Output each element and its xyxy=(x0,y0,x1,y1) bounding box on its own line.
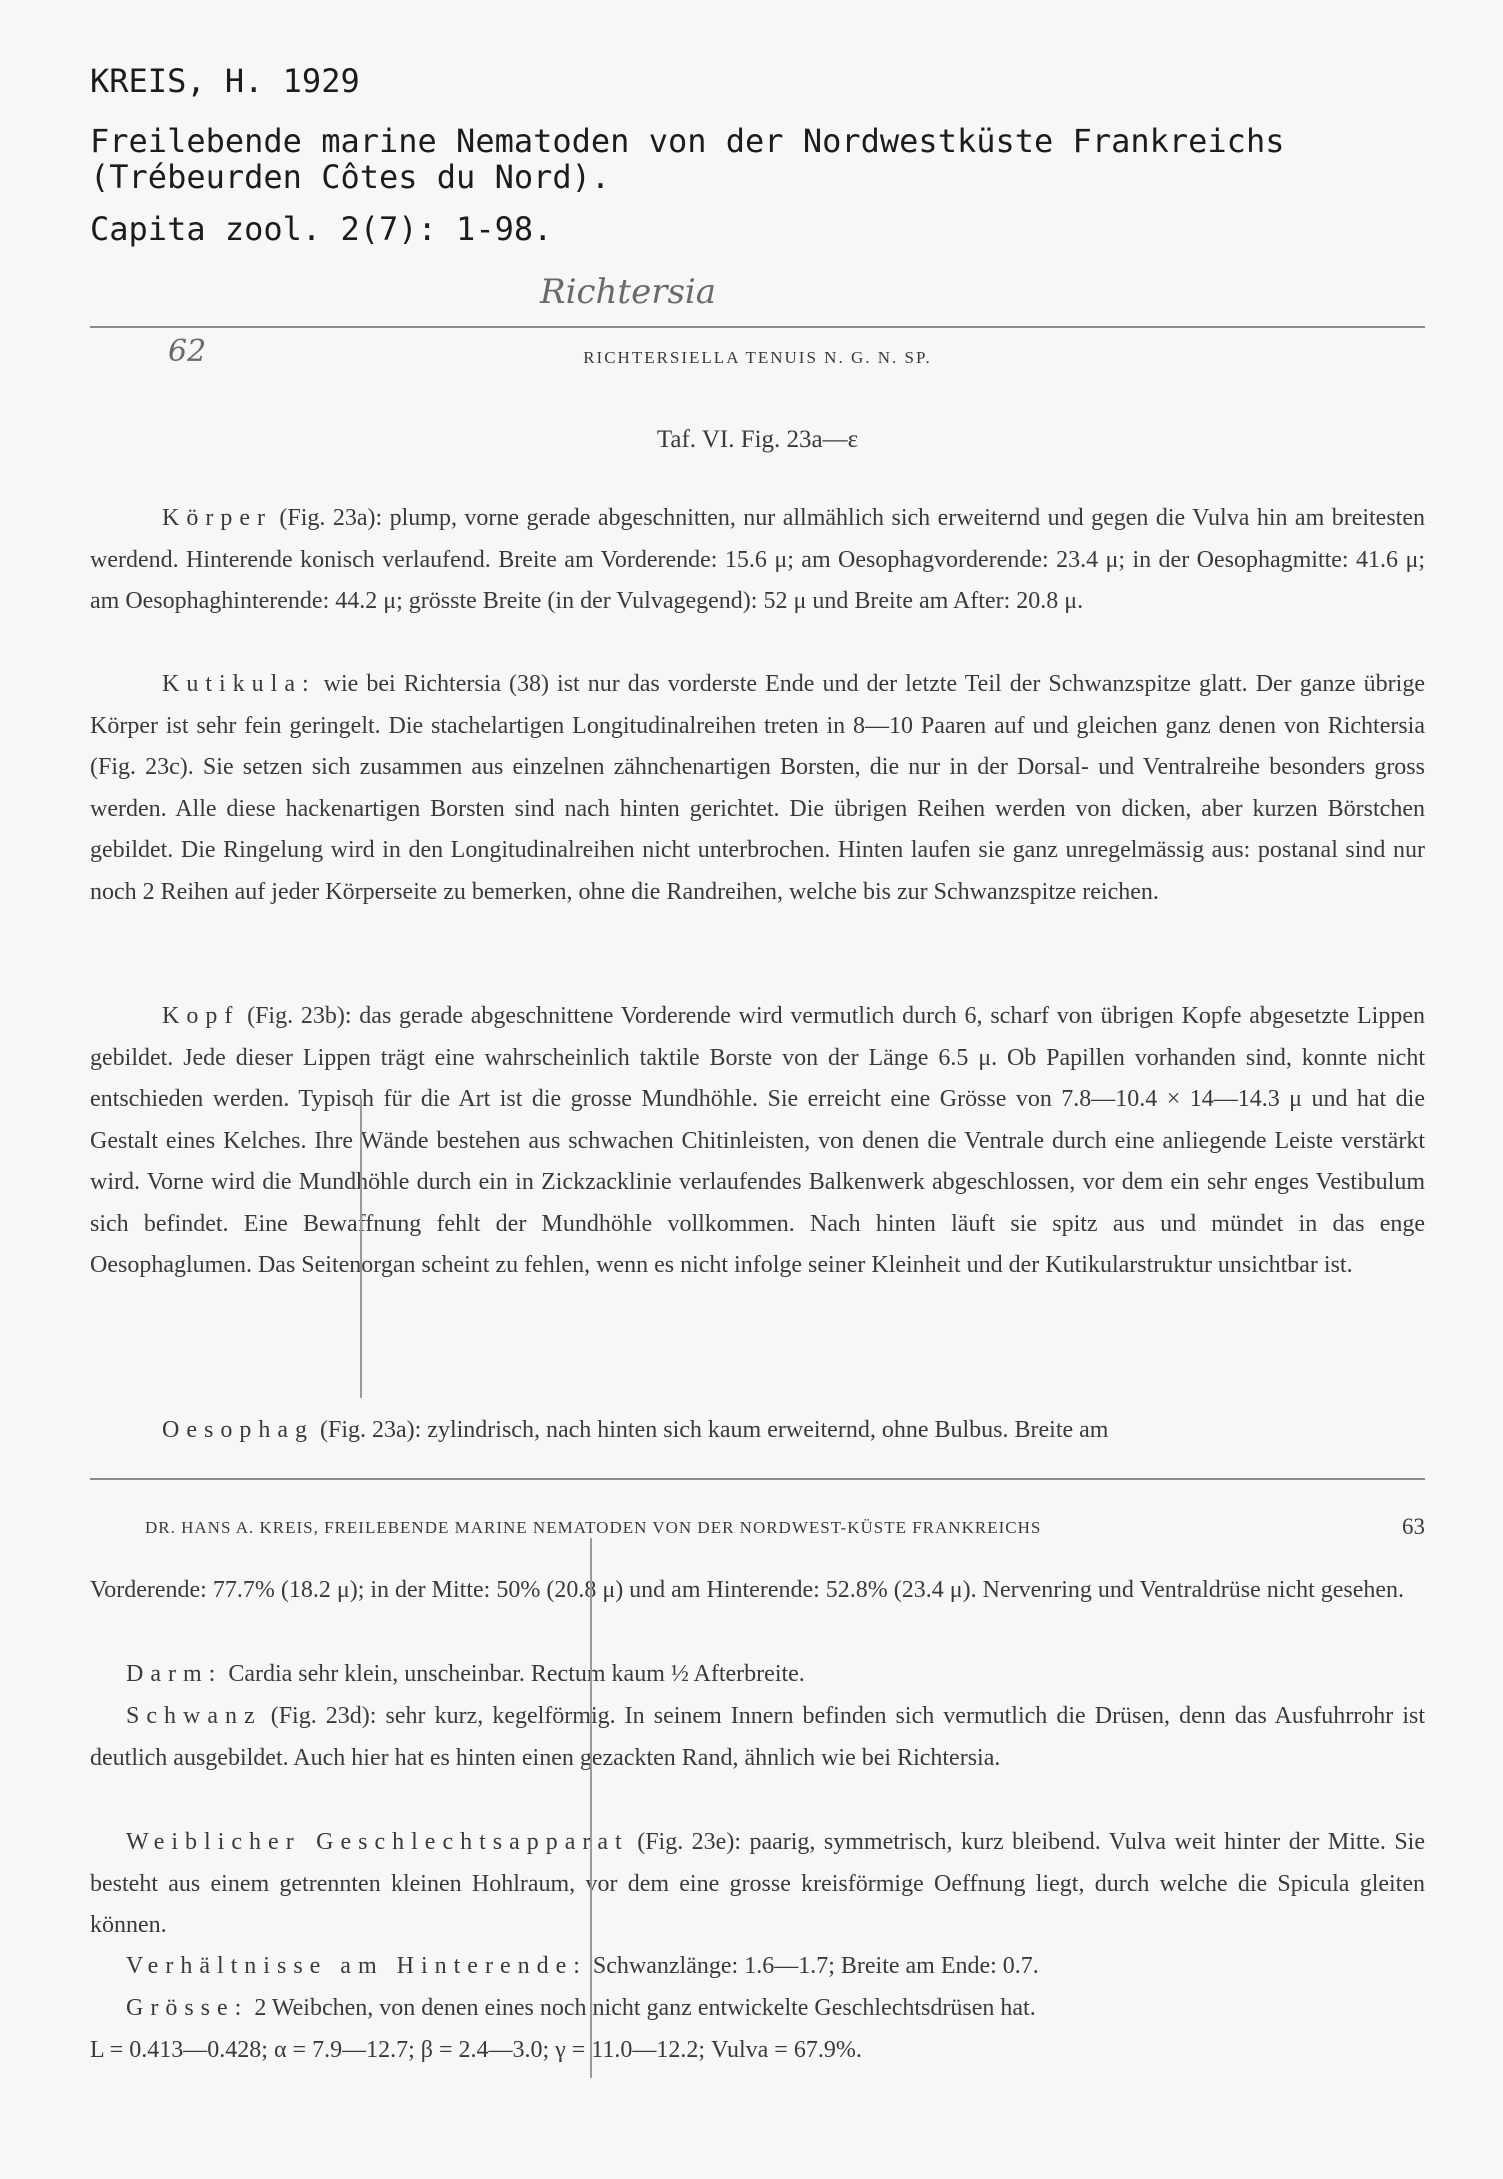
paragraph-oesophag-cont xyxy=(90,1570,1425,1612)
text-oesophag: (Fig. 23a): zylindrisch, nach hinten sich kaum erweiternd, ohne Bulbus. Breite am xyxy=(313,1417,1109,1443)
paragraph-kopf xyxy=(90,996,1425,1287)
page-63-excerpt xyxy=(90,1478,1425,2078)
text-oesophag-cont: Vorderende: 77.7% (18.2 μ); in der Mitte: 50% (20.8 μ) und am Hinterende: 52.8% (23.4 μ). Nervenring und Ventraldrüse nicht gesehen. xyxy=(90,1577,1405,1603)
paragraph-koerper xyxy=(90,498,1425,623)
page-number-63: 63 xyxy=(1402,1514,1425,1539)
species-heading: RICHTERSIELLA TENUIS N. G. N. SP. xyxy=(583,348,932,367)
paragraph-verhaeltnisse xyxy=(90,1946,1425,1988)
text-kutikula: wie bei Richtersia (38) ist nur das vorderste Ende und der letzte Teil der Schwanzspitze glatt. Der ganze übrige Körper ist sehr fein geringelt. Die stachelartigen Longitudinalreihen treten in 8—10 Paaren auf und gleichen ganz denen von Richtersia (Fig. 23c). Sie setzen sich zusammen aus einzelnen zähnchenartigen Borsten, die nur in der Dorsal- und Ventralreihe besonders gross werden. Alle diese hackenartigen Borsten sind nach hinten gerichtet. Die übrigen Reihen werden von dicken, aber kurzen Börstchen gebildet. Die Ringelung wird in den Longitudinalreihen nicht unterbrochen. Hinten laufen sie ganz unregelmässig aus: postanal sind nur noch 2 Reihen auf jeder Körperseite zu bemerken, ohne die Randreihen, welche bis zur Schwanzspitze reichen. xyxy=(90,671,1425,905)
label-koerper: Körper xyxy=(162,505,272,531)
handwritten-genus-note: Richtersia xyxy=(540,272,717,312)
page-63-top-rule xyxy=(90,1478,1425,1480)
measurement-formula: L = 0.413—0.428; α = 7.9—12.7; β = 2.4—3.0; γ = 11.0—12.2; Vulva = 67.9%. xyxy=(90,2037,862,2063)
text-verhaeltnisse: Schwanzlänge: 1.6—1.7; Breite am Ende: 0.7. xyxy=(586,1953,1039,1979)
text-koerper: (Fig. 23a): plump, vorne gerade abgeschnitten, nur allmählich sich erweiternd und gegen die Vulva hin am breitesten werdend. Hinterende konisch verlaufend. Breite am Vorderende: 15.6 μ; am Oesophagvorderende: 23.4 μ; in der Oesophagmitte: 41.6 μ; am Oesophaghinterende: 44.2 μ; grösste Breite (in der Vulvagegend): 52 μ und Breite am After: 20.8 μ. xyxy=(90,505,1425,614)
text-schwanz: (Fig. 23d): sehr kurz, kegelförmig. In seinem Innern befinden sich vermutlich die Drüsen, denn das Ausfuhrrohr ist deutlich ausgebildet. Auch hier hat es hinten einen gezackten Rand, ähnlich wie bei Richtersia. xyxy=(90,1703,1425,1771)
paragraph-geschlecht xyxy=(90,1822,1425,1947)
paste-edge-line-lower xyxy=(590,1538,592,2078)
citation-journal: Capita zool. 2(7): 1-98. xyxy=(90,210,553,248)
text-groesse: 2 Weibchen, von denen eines noch nicht ganz entwickelte Geschlechtsdrüsen hat. xyxy=(248,1995,1036,2021)
label-groesse: Grösse: xyxy=(126,1995,249,2021)
label-oesophag: Oesophag xyxy=(162,1417,314,1443)
label-schwanz: Schwanz xyxy=(126,1703,262,1729)
paragraph-darm xyxy=(90,1654,1425,1696)
citation-author-year: KREIS, H. 1929 xyxy=(90,62,360,100)
figure-reference xyxy=(90,426,1425,454)
text-kopf: (Fig. 23b): das gerade abgeschnittene Vorderende wird vermutlich durch 6, scharf von übrigen Kopfe abgesetzte Lippen gebildet. Jede dieser Lippen trägt eine wahrscheinlich taktile Borste von der Länge 6.5 μ. Ob Papillen vorhanden sind, konnte nicht entschieden werden. Typisch für die Art ist die grosse Mundhöhle. Sie erreicht eine Grösse von 7.8—10.4 × 14—14.3 μ und hat die Gestalt eines Kelches. Ihre Wände bestehen aus schwachen Chitinleisten, von denen die Ventrale durch eine anliegende Leiste verstärkt wird. Vorne wird die Mundhöhle durch ein in Zickzacklinie verlaufendes Balkenwerk abgeschlossen, vor dem ein sehr enges Vestibulum sich befindet. Eine Bewaffnung fehlt der Mundhöhle vollkommen. Nach hinten läuft sie spitz aus und mündet in das enge Oesophaglumen. Das Seitenorgan scheint zu fehlen, wenn es nicht infolge seiner Kleinheit und der Kutikularstruktur unsichtbar ist. xyxy=(90,1003,1425,1278)
page-62-excerpt xyxy=(90,318,1425,1468)
paragraph-groesse xyxy=(90,1988,1425,2030)
text-darm: Cardia sehr klein, unscheinbar. Rectum kaum ½ Afterbreite. xyxy=(222,1661,805,1687)
paragraph-oesophag xyxy=(90,1410,1425,1452)
paste-edge-line xyxy=(360,1098,362,1398)
label-verhaeltnisse: Verhältnisse am Hinterende: xyxy=(126,1953,587,1979)
paragraph-schwanz xyxy=(90,1696,1425,1779)
label-kutikula: Kutikula: xyxy=(162,671,316,697)
citation-title-line1: Freilebende marine Nematoden von der Nordwestküste Frankreichs xyxy=(90,122,1285,160)
citation-title-line2: (Trébeurden Côtes du Nord). xyxy=(90,158,611,196)
handwritten-page-number: 62 xyxy=(168,334,207,369)
figure-reference-text: Taf. VI. Fig. 23a—ε xyxy=(656,426,859,453)
label-geschlecht: Weiblicher Geschlechtsapparat xyxy=(126,1829,629,1855)
text-geschlecht: (Fig. 23e): paarig, symmetrisch, kurz bleibend. Vulva weit hinter der Mitte. Sie besteht aus einem getrennten kleinen Hohlraum, vor dem eine grosse kreisförmige Oeffnung liegt, durch welche die Spicula gleiten können. xyxy=(90,1829,1425,1938)
citation-block xyxy=(90,62,1390,262)
label-darm: Darm: xyxy=(126,1661,223,1687)
label-kopf: Kopf xyxy=(162,1003,240,1029)
running-head: DR. HANS A. KREIS, FREILEBENDE MARINE NEMATODEN VON DER NORDWEST-KÜSTE FRANKREICHS xyxy=(145,1518,1042,1537)
paragraph-kutikula xyxy=(90,664,1425,913)
page-62-top-rule xyxy=(90,326,1425,328)
